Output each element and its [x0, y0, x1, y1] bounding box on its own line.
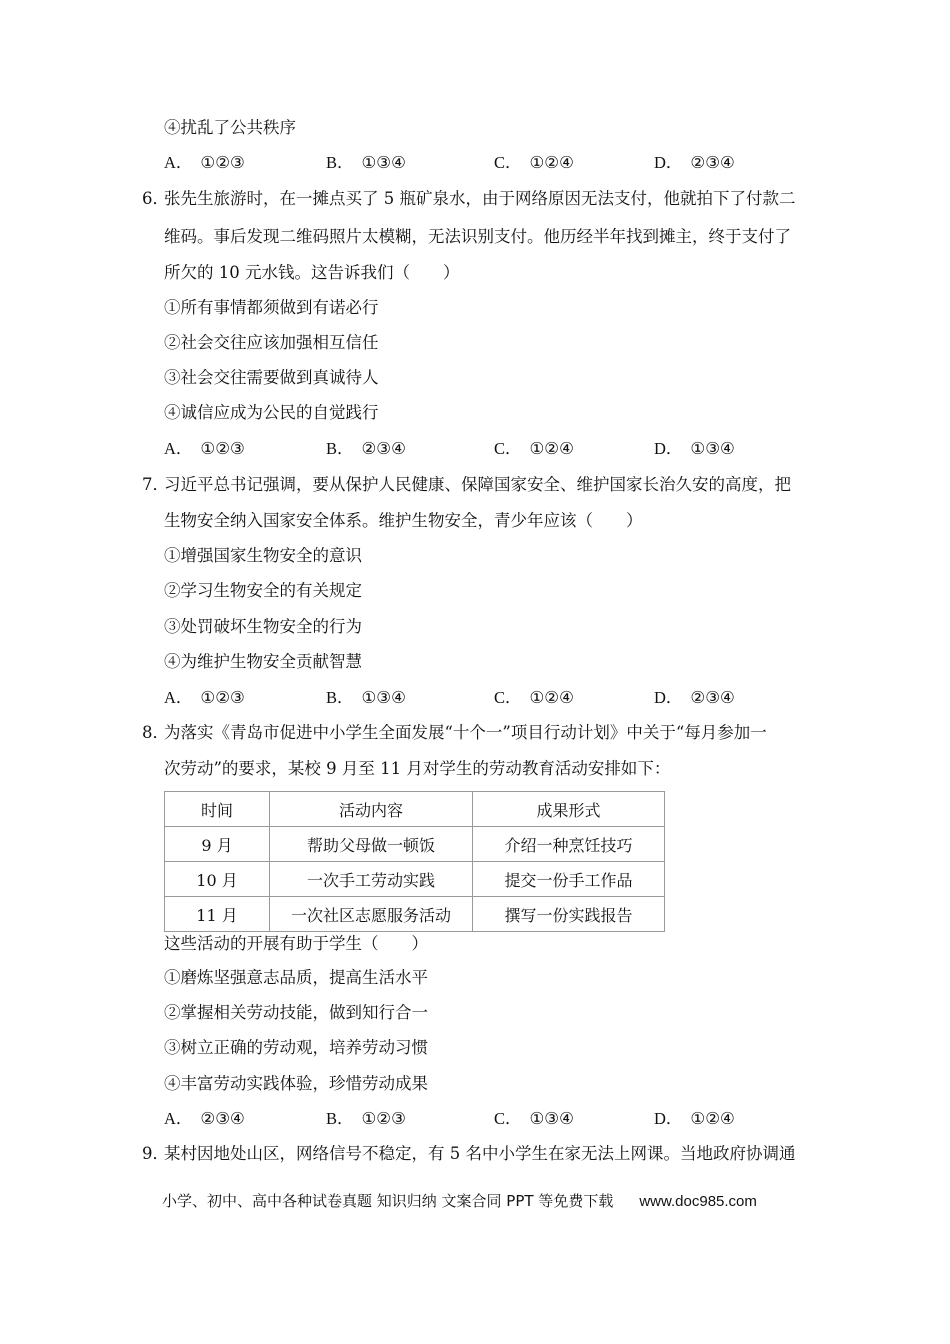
- q5-option-d: D． ②③④: [654, 153, 735, 172]
- table-cell: 帮助父母做一顿饭: [270, 827, 473, 862]
- table-cell: 10 月: [165, 862, 270, 897]
- q9-number: 9．: [142, 1144, 169, 1163]
- table-cell: 9 月: [165, 827, 270, 862]
- q8-option-d: D． ①②④: [654, 1109, 735, 1128]
- labor-plan-table: [164, 791, 665, 932]
- q7-stem-line-2: 生物安全纳入国家安全体系。维护生物安全，青少年应该（ ）: [164, 511, 643, 530]
- q7-option-c: C． ①②④: [494, 688, 574, 707]
- footer-text: 小学、初中、高中各种试卷真题 知识归纳 文案合同 PPT 等免费下载: [162, 1192, 614, 1210]
- table-cell: 介绍一种烹饪技巧: [473, 827, 665, 862]
- table-header-cell: 成果形式: [473, 792, 665, 827]
- q5-option-c: C． ①②④: [494, 153, 574, 172]
- q7-option-b: B． ①③④: [326, 688, 406, 707]
- q8-item-3: ③树立正确的劳动观，培养劳动习惯: [164, 1038, 428, 1057]
- table-header-cell: 活动内容: [270, 792, 473, 827]
- table-row: [165, 862, 665, 897]
- q6-stem-line-1: 张先生旅游时，在一摊点买了 5 瓶矿泉水，由于网络原因无法支付，他就拍下了付款二: [164, 189, 796, 208]
- q5-option-b: B． ①③④: [326, 153, 406, 172]
- table-cell: 一次社区志愿服务活动: [270, 897, 473, 932]
- table-cell: 撰写一份实践报告: [473, 897, 665, 932]
- q8-option-c: C． ①③④: [494, 1109, 574, 1128]
- q7-item-3: ③处罚破坏生物安全的行为: [164, 617, 362, 636]
- q8-item-4: ④丰富劳动实践体验，珍惜劳动成果: [164, 1074, 428, 1093]
- table-row: [165, 897, 665, 932]
- q6-item-1: ①所有事情都须做到有诺必行: [164, 298, 379, 317]
- q6-item-3: ③社会交往需要做到真诚待人: [164, 368, 379, 387]
- q6-stem-line-3: 所欠的 10 元水钱。这告诉我们（ ）: [164, 263, 460, 282]
- q6-option-a: A． ①②③: [164, 439, 245, 458]
- q5-option-a: A． ①②③: [164, 153, 245, 172]
- table-cell: 一次手工劳动实践: [270, 862, 473, 897]
- q8-item-1: ①磨炼坚强意志品质，提高生活水平: [164, 968, 428, 987]
- table-header-cell: 时间: [165, 792, 270, 827]
- table-cell: 11 月: [165, 897, 270, 932]
- q7-number: 7．: [142, 475, 169, 494]
- q8-option-a: A． ②③④: [164, 1109, 245, 1128]
- q6-number: 6．: [142, 189, 169, 208]
- q5-item-4: ④扰乱了公共秩序: [164, 118, 296, 137]
- q9-stem-line-1: 某村因地处山区，网络信号不稳定，有 5 名中小学生在家无法上网课。当地政府协调通: [164, 1144, 796, 1163]
- q8-stem-line-1: 为落实《青岛市促进中小学生全面发展“十个一”项目行动计划》中关于“每月参加一: [164, 723, 767, 742]
- table-row: [165, 827, 665, 862]
- q8-item-2: ②掌握相关劳动技能，做到知行合一: [164, 1003, 428, 1022]
- q7-option-d: D． ②③④: [654, 688, 735, 707]
- page-footer: [162, 1190, 757, 1213]
- q6-stem-line-2: 维码。事后发现二维码照片太模糊，无法识别支付。他历经半年找到摊主，终于支付了: [164, 227, 791, 246]
- q6-item-4: ④诚信应成为公民的自觉践行: [164, 403, 379, 422]
- table-cell: 提交一份手工作品: [473, 862, 665, 897]
- table-header-row: [165, 792, 665, 827]
- q7-item-2: ②学习生物安全的有关规定: [164, 581, 362, 600]
- q8-number: 8．: [142, 723, 169, 742]
- q7-item-1: ①增强国家生物安全的意识: [164, 546, 362, 565]
- q6-option-d: D． ①③④: [654, 439, 735, 458]
- q8-option-b: B． ①②③: [326, 1109, 406, 1128]
- q6-item-2: ②社会交往应该加强相互信任: [164, 333, 379, 352]
- q8-stem-line-2: 次劳动”的要求，某校 9 月至 11 月对学生的劳动教育活动安排如下：: [164, 759, 671, 778]
- q7-option-a: A． ①②③: [164, 688, 245, 707]
- q6-option-b: B． ②③④: [326, 439, 406, 458]
- q7-stem-line-1: 习近平总书记强调，要从保护人民健康、保障国家安全、维护国家长治久安的高度，把: [164, 475, 791, 494]
- footer-url-link[interactable]: www.doc985.com: [639, 1193, 757, 1210]
- q8-after-table: 这些活动的开展有助于学生（ ）: [164, 934, 428, 953]
- q7-item-4: ④为维护生物安全贡献智慧: [164, 652, 362, 671]
- q6-option-c: C． ①②④: [494, 439, 574, 458]
